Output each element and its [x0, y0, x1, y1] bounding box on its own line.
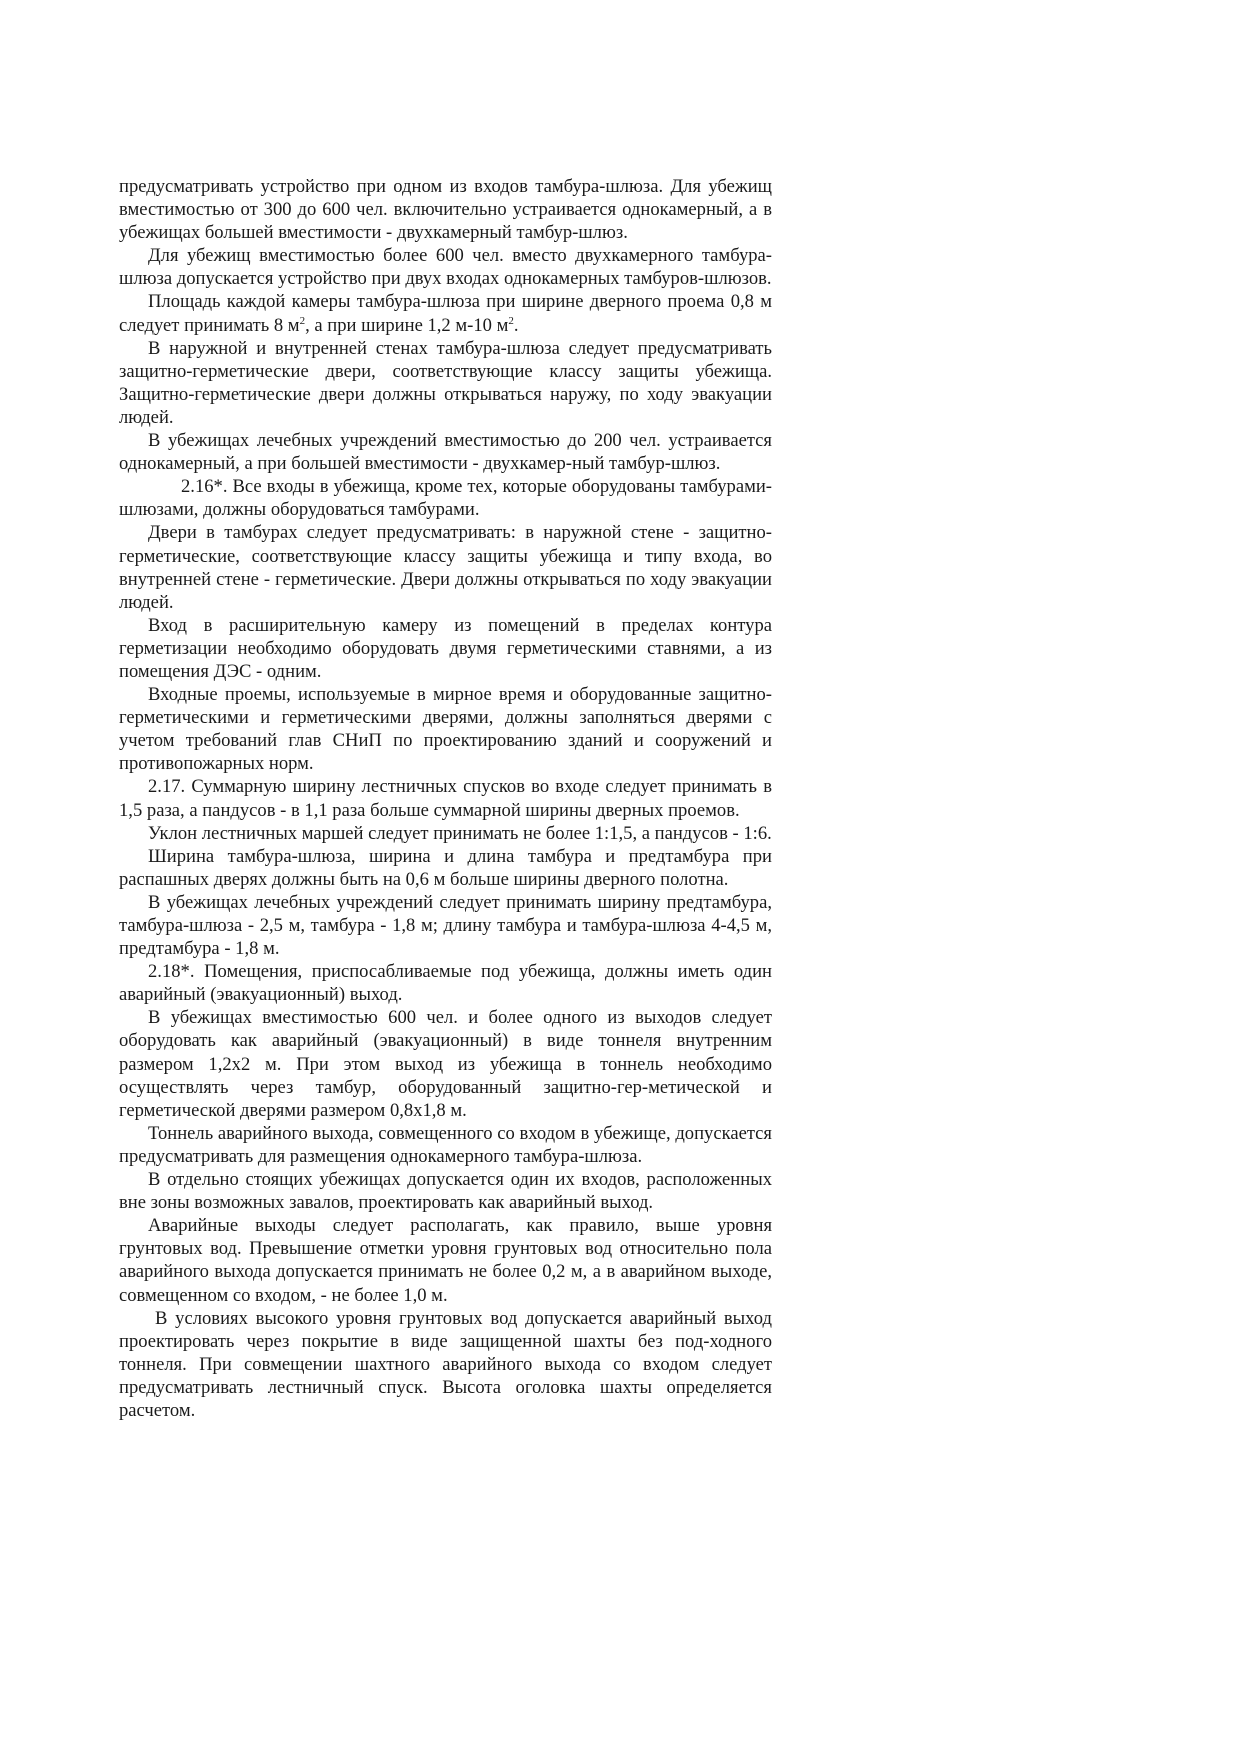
- paragraph-clause-2-16: 2.16*. Все входы в убежища, кроме тех, которые оборудованы тамбурами-шлюзами, должны оборудоваться тамбурами.: [119, 476, 772, 521]
- superscript-squared-1: 2: [299, 314, 306, 327]
- paragraph-clause-2-17: 2.17. Суммарную ширину лестничных спусков во входе следует принимать в 1,5 раза, а пандусов - в 1,1 раза больше суммарной ширины дверных проемов.: [119, 776, 772, 821]
- paragraph-stair-slope: Уклон лестничных маршей следует принимать не более 1:1,5, а пандусов - 1:6.: [148, 822, 772, 844]
- paragraph-clause-2-18: 2.18*. Помещения, приспосабливаемые под убежища, должны иметь один аварийный (эвакуационный) выход.: [119, 961, 772, 1006]
- paragraph-emergency-shaft: В условиях высокого уровня грунтовых вод допускается аварийный выход проектировать через покрытие в виде защищенной шахты без под-ходного тоннеля. При совмещении шахтного аварийного выхода со входом следует предусматривать лестничный спуск. Высота оголовка шахты определяется расчетом.: [119, 1307, 772, 1421]
- superscript-squared-2: 2: [508, 314, 514, 327]
- paragraph-medical-shelters-locks: В убежищах лечебных учреждений вместимостью до 200 чел. устраивается однокамерный, а при большей вместимости - двухкамер-ный тамбур-шлюз.: [119, 430, 772, 475]
- paragraph-protective-doors: В наружной и внутренней стенах тамбура-шлюза следует предусматривать защитно-герметические двери, соответствующие классу защиты убежища. Защитно-герметические двери должны открываться наружу, по ходу эвакуации людей.: [119, 337, 772, 428]
- document-text-body: [119, 175, 772, 1422]
- paragraph-expansion-chamber: Вход в расширительную камеру из помещений в пределах контура герметизации необходимо оборудовать двумя герметическими ставнями, а из помещения ДЭС - одним.: [119, 614, 772, 682]
- paragraph-entrance-openings: Входные проемы, используемые в мирное время и оборудованные защитно-герметическими и герметическими дверями, должны заполняться дверями с учетом требований глав СНиП по проектированию зданий и сооружений и противопожарных норм.: [119, 684, 772, 775]
- paragraph-freestanding-shelters: В отдельно стоящих убежищах допускается один их входов, расположенных вне зоны возможных завалов, проектировать как аварийный выход.: [119, 1169, 772, 1214]
- paragraph-groundwater-level: Аварийные выходы следует располагать, как правило, выше уровня грунтовых вод. Превышение отметки уровня грунтовых вод относительно пола аварийного выхода допускается принимать не более 0,2 м, а в аварийном выходе, совмещенном со входом, - не более 1,0 м.: [119, 1215, 772, 1306]
- paragraph-tunnel-lock: Тоннель аварийного выхода, совмещенного со входом в убежище, допускается предусматривать для размещения однокамерного тамбура-шлюза.: [119, 1122, 772, 1167]
- paragraph-emergency-tunnel: В убежищах вместимостью 600 чел. и более одного из выходов следует оборудовать как аварийный (эвакуационный) в виде тоннеля внутренним размером 1,2х2 м. При этом выход из убежища в тоннель необходимо осуществлять через тамбур, оборудованный защитно-гер-метической и герметической дверями размером 0,8х1,8 м.: [119, 1007, 772, 1121]
- area-text-tail: .: [513, 314, 519, 336]
- paragraph-vestibule-width: Ширина тамбура-шлюза, ширина и длина тамбура и предтамбура при распашных дверях должны быть на 0,6 м больше ширины дверного полотна.: [119, 845, 772, 890]
- paragraph-vestibule-doors: Двери в тамбурах следует предусматривать: в наружной стене - защитно-герметические, соответствующие классу защиты убежища и типу входа, во внутренней стене - герметические. Двери должны открываться по ходу эвакуации людей.: [119, 522, 772, 613]
- paragraph-vestibule-lock-entrance: предусматривать устройство при одном из входов тамбура-шлюза. Для убежищ вместимостью от 300 до 600 чел. включительно устраивается однокамерный, а в убежищах большей вместимости - двухкамерный тамбур-шлюз.: [119, 176, 772, 244]
- paragraph-lock-area: [119, 290, 772, 336]
- paragraph-medical-vestibule-size: В убежищах лечебных учреждений следует принимать ширину предтамбура, тамбура-шлюза - 2,5 м, тамбура - 1,8 м; длину тамбура и тамбура-шлюза 4-4,5 м, предтамбура - 1,8 м.: [119, 891, 772, 960]
- area-text-middle: , а при ширине 1,2 м-10 м: [305, 314, 509, 336]
- paragraph-large-shelter-locks: Для убежищ вместимостью более 600 чел. вместо двухкамерного тамбура-шлюза допускается устройство при двух входах однокамерных тамбуров-шлюзов.: [119, 245, 772, 290]
- area-text-lead: Площадь каждой камеры тамбура-шлюза при ширине дверного проема 0,8 м следует принимать 8 м: [119, 291, 772, 336]
